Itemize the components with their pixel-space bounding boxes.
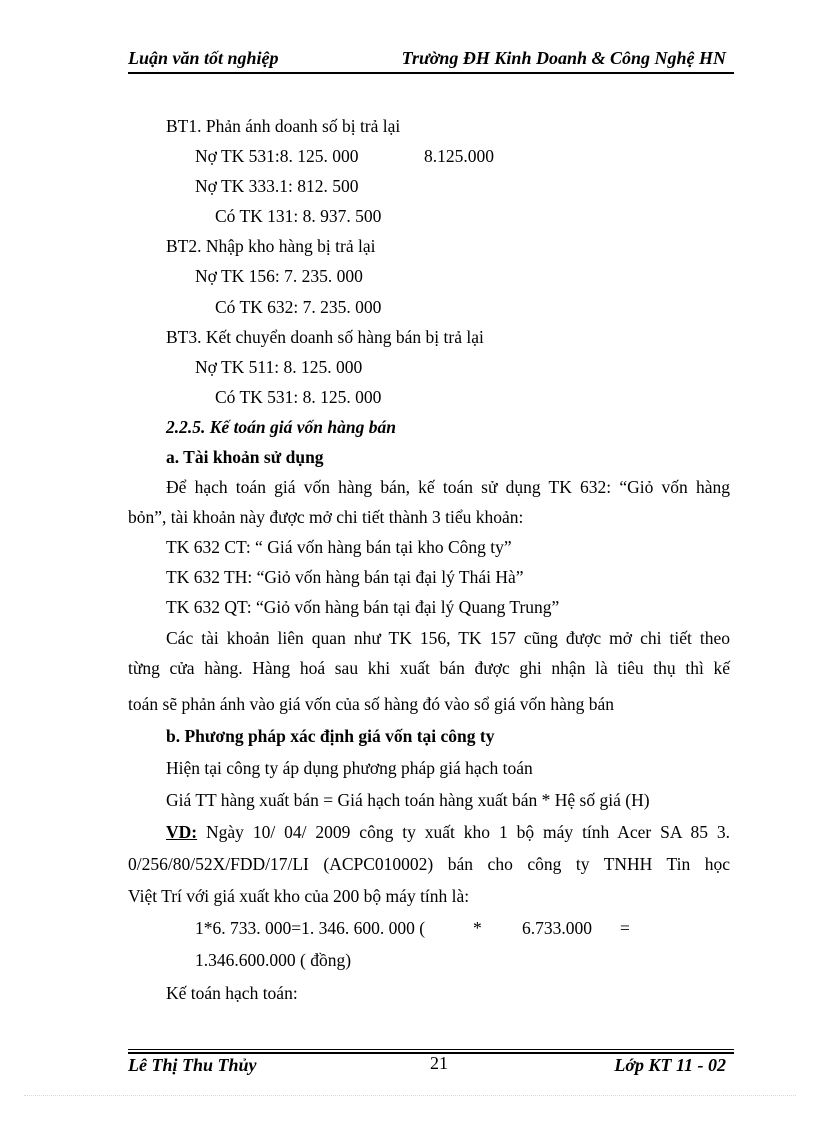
example-line2: 0/256/80/52X/FDD/17/LI (ACPC010002) bán cho công ty TNHH Tin học: [128, 854, 730, 874]
para2-line2: từng cửa hàng. Hàng hoá sau khi xuất bán được ghi nhận là tiêu thụ thì kế: [128, 658, 730, 678]
bt1-credit-131: Có TK 131: 8. 937. 500: [215, 206, 382, 226]
para3: Hiện tại công ty áp dụng phương pháp giá hạch toán: [166, 758, 533, 778]
header-divider: [128, 72, 734, 74]
subheading-a: a. Tài khoản sử dụng: [166, 447, 324, 467]
bt2-credit-632: Có TK 632: 7. 235. 000: [215, 297, 382, 317]
footer-class: Lớp KT 11 - 02: [614, 1055, 726, 1075]
bt3-debit-511: Nợ TK 511: 8. 125. 000: [195, 357, 363, 377]
footer-author: Lê Thị Thu Thủy: [128, 1055, 257, 1075]
tk632-ct: TK 632 CT: “ Giá vốn hàng bán tại kho Công ty”: [166, 537, 512, 557]
page-footer: [128, 1053, 734, 1079]
header-university: Trường ĐH Kinh Doanh & Công Nghệ HN: [401, 48, 726, 68]
bt2-title: BT2. Nhập kho hàng bị trả lại: [166, 236, 376, 256]
tk632-th: TK 632 TH: “Giỏ vốn hàng bán tại đại lý Thái Hà”: [166, 567, 524, 587]
section-heading-225: 2.2.5. Kế toán giá vốn hàng bán: [166, 417, 396, 437]
bt1-debit-3331: Nợ TK 333.1: 812. 500: [195, 176, 359, 196]
calc-part-b: *: [473, 918, 482, 938]
bt3-title: BT3. Kết chuyển doanh số hàng bán bị trả lại: [166, 327, 484, 347]
bt2-debit-156: Nợ TK 156: 7. 235. 000: [195, 266, 363, 286]
example-label: VD:: [166, 822, 198, 842]
example-line1: [166, 821, 730, 843]
calc-part-d: =: [620, 918, 630, 938]
page-header: [128, 48, 734, 72]
example-line3: Việt Trí với giá xuất kho của 200 bộ máy tính là:: [128, 886, 470, 906]
example-line1-text: Ngày 10/ 04/ 2009 công ty xuất kho 1 bộ máy tính Acer SA 85 3.: [206, 822, 731, 842]
calc-part-c: 6.733.000: [522, 918, 592, 938]
tk632-qt: TK 632 QT: “Giỏ vốn hàng bán tại đại lý Quang Trung”: [166, 597, 560, 617]
bt1-debit-531-amount: 8.125.000: [424, 146, 494, 166]
calc-part-a: 1*6. 733. 000=1. 346. 600. 000 (: [195, 918, 426, 938]
footer-divider-thin: [128, 1049, 734, 1050]
subheading-b: b. Phương pháp xác định giá vốn tại công ty: [166, 726, 495, 746]
bt1-title: BT1. Phản ánh doanh số bị trả lại: [166, 116, 401, 136]
closing-line: Kế toán hạch toán:: [166, 983, 298, 1003]
para1-line2: bỏn”, tài khoản này được mở chi tiết thành 3 tiểu khoản:: [128, 507, 524, 527]
para1-line1: Để hạch toán giá vốn hàng bán, kế toán sử dụng TK 632: “Giỏ vốn hàng: [166, 477, 730, 497]
para2-line3: toán sẽ phản ánh vào giá vốn của số hàng đó vào sổ giá vốn hàng bán: [128, 694, 614, 714]
page-bottom-dotted-rule: [24, 1095, 796, 1096]
formula: Giá TT hàng xuất bán = Giá hạch toán hàng xuất bán * Hệ số giá (H): [166, 790, 650, 810]
bt1-debit-531: Nợ TK 531:8. 125. 000: [195, 146, 359, 166]
page-number: 21: [430, 1053, 448, 1073]
calc-line2: 1.346.600.000 ( đồng): [195, 950, 352, 970]
bt3-credit-531: Có TK 531: 8. 125. 000: [215, 387, 382, 407]
header-thesis-title: Luận văn tốt nghiệp: [128, 48, 279, 68]
para2-line1: Các tài khoản liên quan như TK 156, TK 157 cũng được mở chi tiết theo: [166, 628, 730, 648]
